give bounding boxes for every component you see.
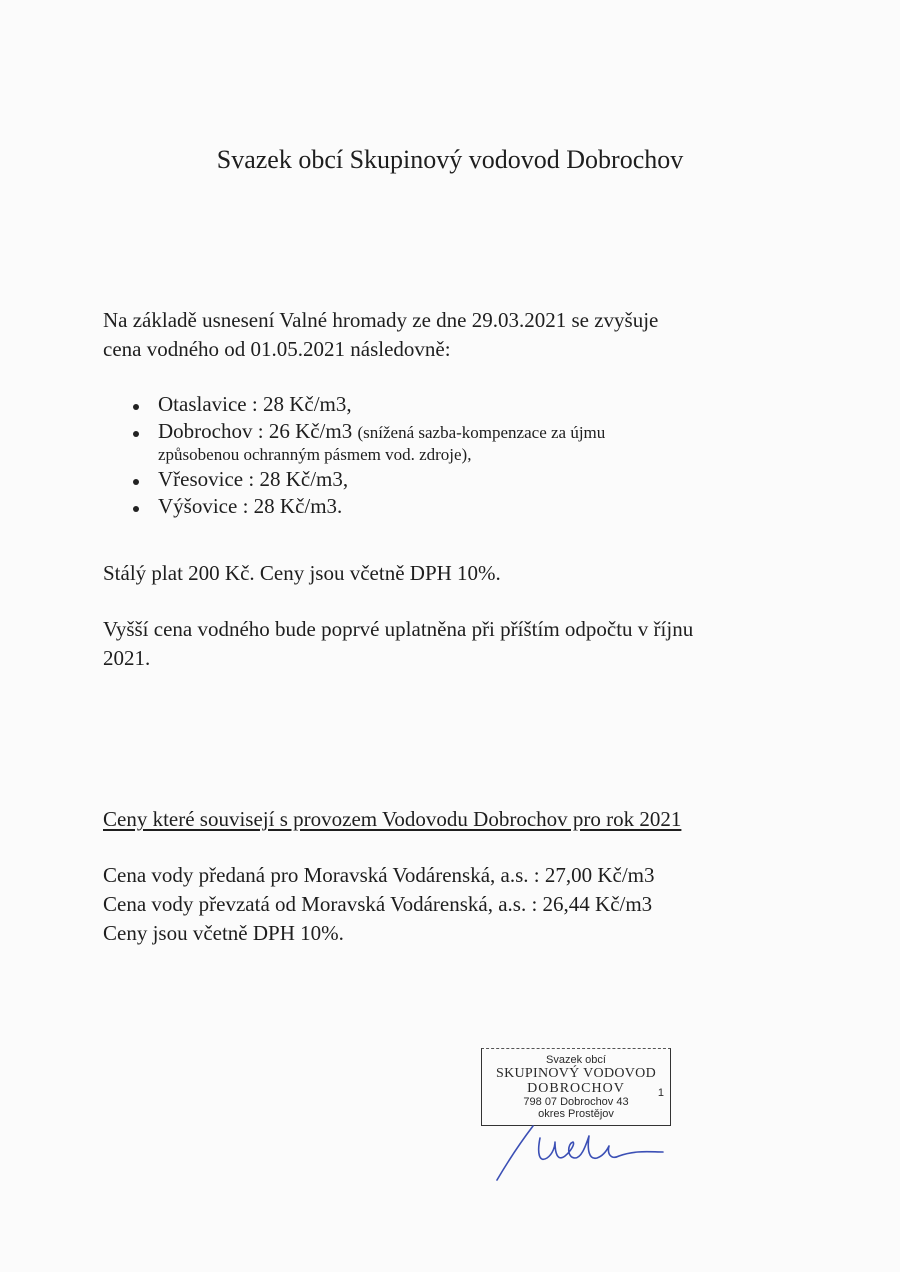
price-list [130, 391, 780, 520]
intro-line-2: cena vodného od 01.05.2021 následovně: [103, 337, 451, 361]
stamp-line-5: okres Prostějov [538, 1108, 614, 1120]
list-item [130, 418, 780, 446]
price-vysovice: Výšovice : 28 Kč/m3. [158, 494, 343, 518]
stamp-line-4: 798 07 Dobrochov 43 [523, 1096, 629, 1108]
notice-line-2: 2021. [103, 646, 151, 670]
official-stamp [481, 1048, 671, 1126]
price-dobrochov: Dobrochov : 26 Kč/m3 [158, 419, 358, 443]
notice-paragraph [103, 615, 793, 673]
section-heading: Ceny které souvisejí s provozem Vodovodu Dobrochov pro rok 2021 [103, 807, 682, 831]
section-line-3: Ceny jsou včetně DPH 10%. [103, 921, 344, 945]
price-otaslavice: Otaslavice : 28 Kč/m3, [158, 392, 352, 416]
section-line-2: Cena vody převzatá od Moravská Vodárenská, a.s. : 26,44 Kč/m3 [103, 892, 653, 916]
section-line-1: Cena vody předaná pro Moravská Vodárenská, a.s. : 27,00 Kč/m3 [103, 863, 655, 887]
stamp-line-1: Svazek obcí [546, 1054, 606, 1066]
notice-line-1: Vyšší cena vodného bude poprvé uplatněna při příštím odpočtu v říjnu [103, 617, 694, 641]
document-title: Svazek obcí Skupinový vodovod Dobrochov [216, 145, 684, 174]
list-item [130, 391, 780, 418]
list-item [130, 466, 780, 493]
intro-line-1: Na základě usnesení Valné hromady ze dne 29.03.2021 se zvyšuje [103, 308, 659, 332]
price-dobrochov-note: (snížená sazba-kompenzace za újmu [357, 423, 606, 442]
section-body [103, 861, 793, 948]
price-dobrochov-note-continued: způsobenou ochranným pásmem vod. zdroje), [158, 445, 472, 464]
price-vresovice: Vřesovice : 28 Kč/m3, [158, 467, 349, 491]
stamp-line-2: SKUPINOVÝ VODOVOD [495, 1066, 657, 1081]
stamp-number: 1 [657, 1087, 664, 1099]
list-item [130, 493, 780, 520]
signature-icon [485, 1118, 670, 1188]
stamp-line-3: DOBROCHOV [527, 1081, 625, 1096]
fixed-fee: Stálý plat 200 Kč. Ceny jsou včetně DPH 10%. [103, 561, 501, 585]
intro-paragraph [103, 306, 793, 364]
